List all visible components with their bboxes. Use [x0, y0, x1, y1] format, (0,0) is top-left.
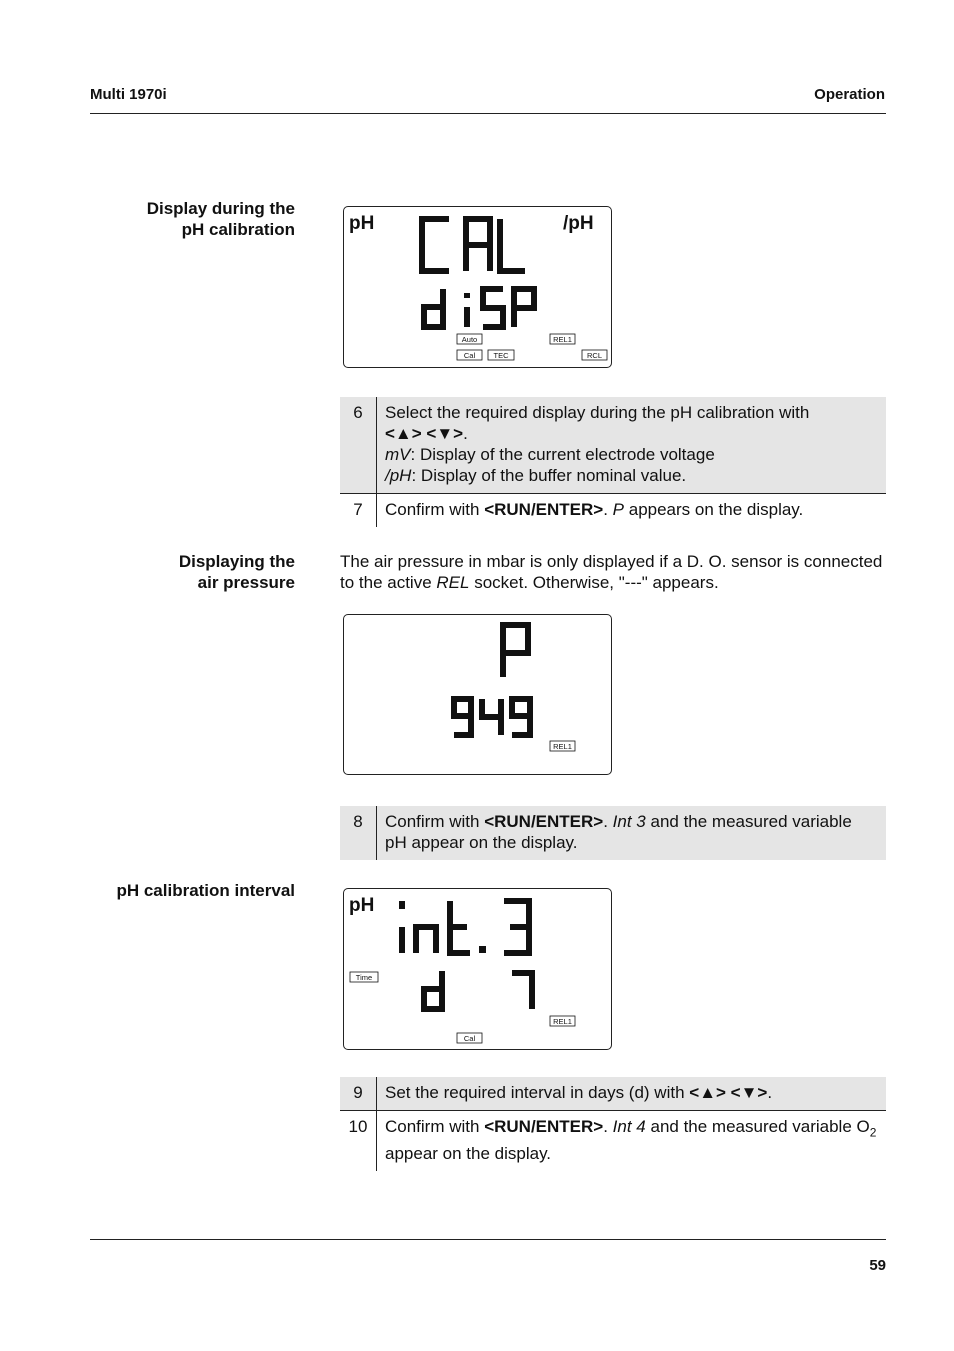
- lcd-screen: [344, 889, 611, 1049]
- seg-digit-3: [504, 901, 529, 953]
- flag-cal: Cal: [463, 1034, 476, 1043]
- step-number: 7: [340, 494, 377, 528]
- step-text: Confirm with <RUN/ENTER>. P appears on the display.: [377, 494, 887, 528]
- flag-auto: Auto: [461, 335, 478, 344]
- seg-digit-4: [482, 699, 501, 735]
- lcd-sub-digits: [424, 289, 534, 327]
- seg-char-d: [424, 971, 442, 1009]
- steps-table-3: [340, 1077, 886, 1171]
- lcd-unit-slash-ph: /pH: [563, 213, 594, 234]
- lcd-unit-ph: pH: [349, 213, 375, 234]
- step-text: Confirm with <RUN/ENTER>. Int 4 and the measured variable $O_2$ appear on the display.: [377, 1111, 887, 1172]
- step-number: 8: [340, 806, 377, 860]
- flag-cal: Cal: [463, 351, 476, 360]
- step-text: Confirm with <RUN/ENTER>. Int 3 and the measured variable pH appear on the display.: [377, 806, 887, 860]
- footer-rule: [90, 1239, 886, 1240]
- steps-table-1: [340, 397, 886, 527]
- header-title: Multi 1970i: [90, 86, 167, 103]
- header-section: Operation: [814, 86, 885, 103]
- flag-rel1: REL1: [553, 1017, 572, 1026]
- air-pressure-paragraph: The air pressure in mbar is only displayed if a D. O. sensor is connected to the active REL socket. Otherwise, "---" appears.: [340, 552, 883, 592]
- step-text: Select the required display during the pH calibration with <▲> <▼>. mV: Display of the current electrode voltage /pH: Display of the buffer nominal value.: [377, 397, 887, 494]
- section-heading-display-cal: Display during the pH calibration: [146, 199, 295, 239]
- flag-rel1: REL1: [553, 335, 572, 344]
- step-row-10: [340, 1111, 886, 1172]
- flag-rcl: RCL: [586, 351, 603, 360]
- page-number: 59: [869, 1257, 886, 1274]
- seg-digit-7: [512, 973, 532, 1009]
- seg-char-s: [483, 289, 503, 327]
- step-number: 9: [340, 1077, 377, 1111]
- seg-char-t: [450, 901, 470, 953]
- seg-char-p: [503, 625, 528, 677]
- section-heading-interval: pH calibration interval: [116, 881, 295, 900]
- seg-digit-9: [454, 699, 471, 735]
- seg-char-c: [422, 219, 449, 271]
- section-heading-air-pressure: Displaying the air pressure: [178, 552, 295, 592]
- flag-tec: TEC: [493, 351, 509, 360]
- seg-char-a: [466, 219, 490, 271]
- step-row-8: [340, 806, 886, 860]
- flag-rel1: REL1: [553, 742, 572, 751]
- lcd-value-digits: [454, 699, 530, 735]
- seg-char-l: [500, 219, 525, 271]
- step-row-9: [340, 1077, 886, 1111]
- lcd-main-digits: [422, 219, 525, 271]
- lcd-display-cal: [343, 206, 612, 368]
- header-rule: [90, 113, 886, 114]
- lcd-main-digits: [402, 901, 529, 953]
- lcd-screen: [344, 615, 611, 774]
- lcd-cal-interval: [343, 888, 612, 1050]
- seg-char-n: [416, 927, 436, 953]
- seg-decimal-point: [479, 946, 486, 953]
- flag-time: Time: [355, 973, 373, 982]
- step-number: 10: [340, 1111, 377, 1172]
- lcd-unit-ph: pH: [349, 895, 375, 916]
- step-text: Set the required interval in days (d) with <▲> <▼>.: [377, 1077, 887, 1111]
- step-row-7: [340, 494, 886, 528]
- steps-table-2: [340, 806, 886, 860]
- seg-char-p: [514, 289, 534, 327]
- lcd-air-pressure: [343, 614, 612, 775]
- step-row-6: [340, 397, 886, 494]
- seg-digit-9: [512, 699, 530, 735]
- step-number: 6: [340, 397, 377, 494]
- lcd-screen: [344, 207, 611, 367]
- lcd-sub-digits: [424, 971, 532, 1009]
- seg-char-d: [424, 289, 443, 327]
